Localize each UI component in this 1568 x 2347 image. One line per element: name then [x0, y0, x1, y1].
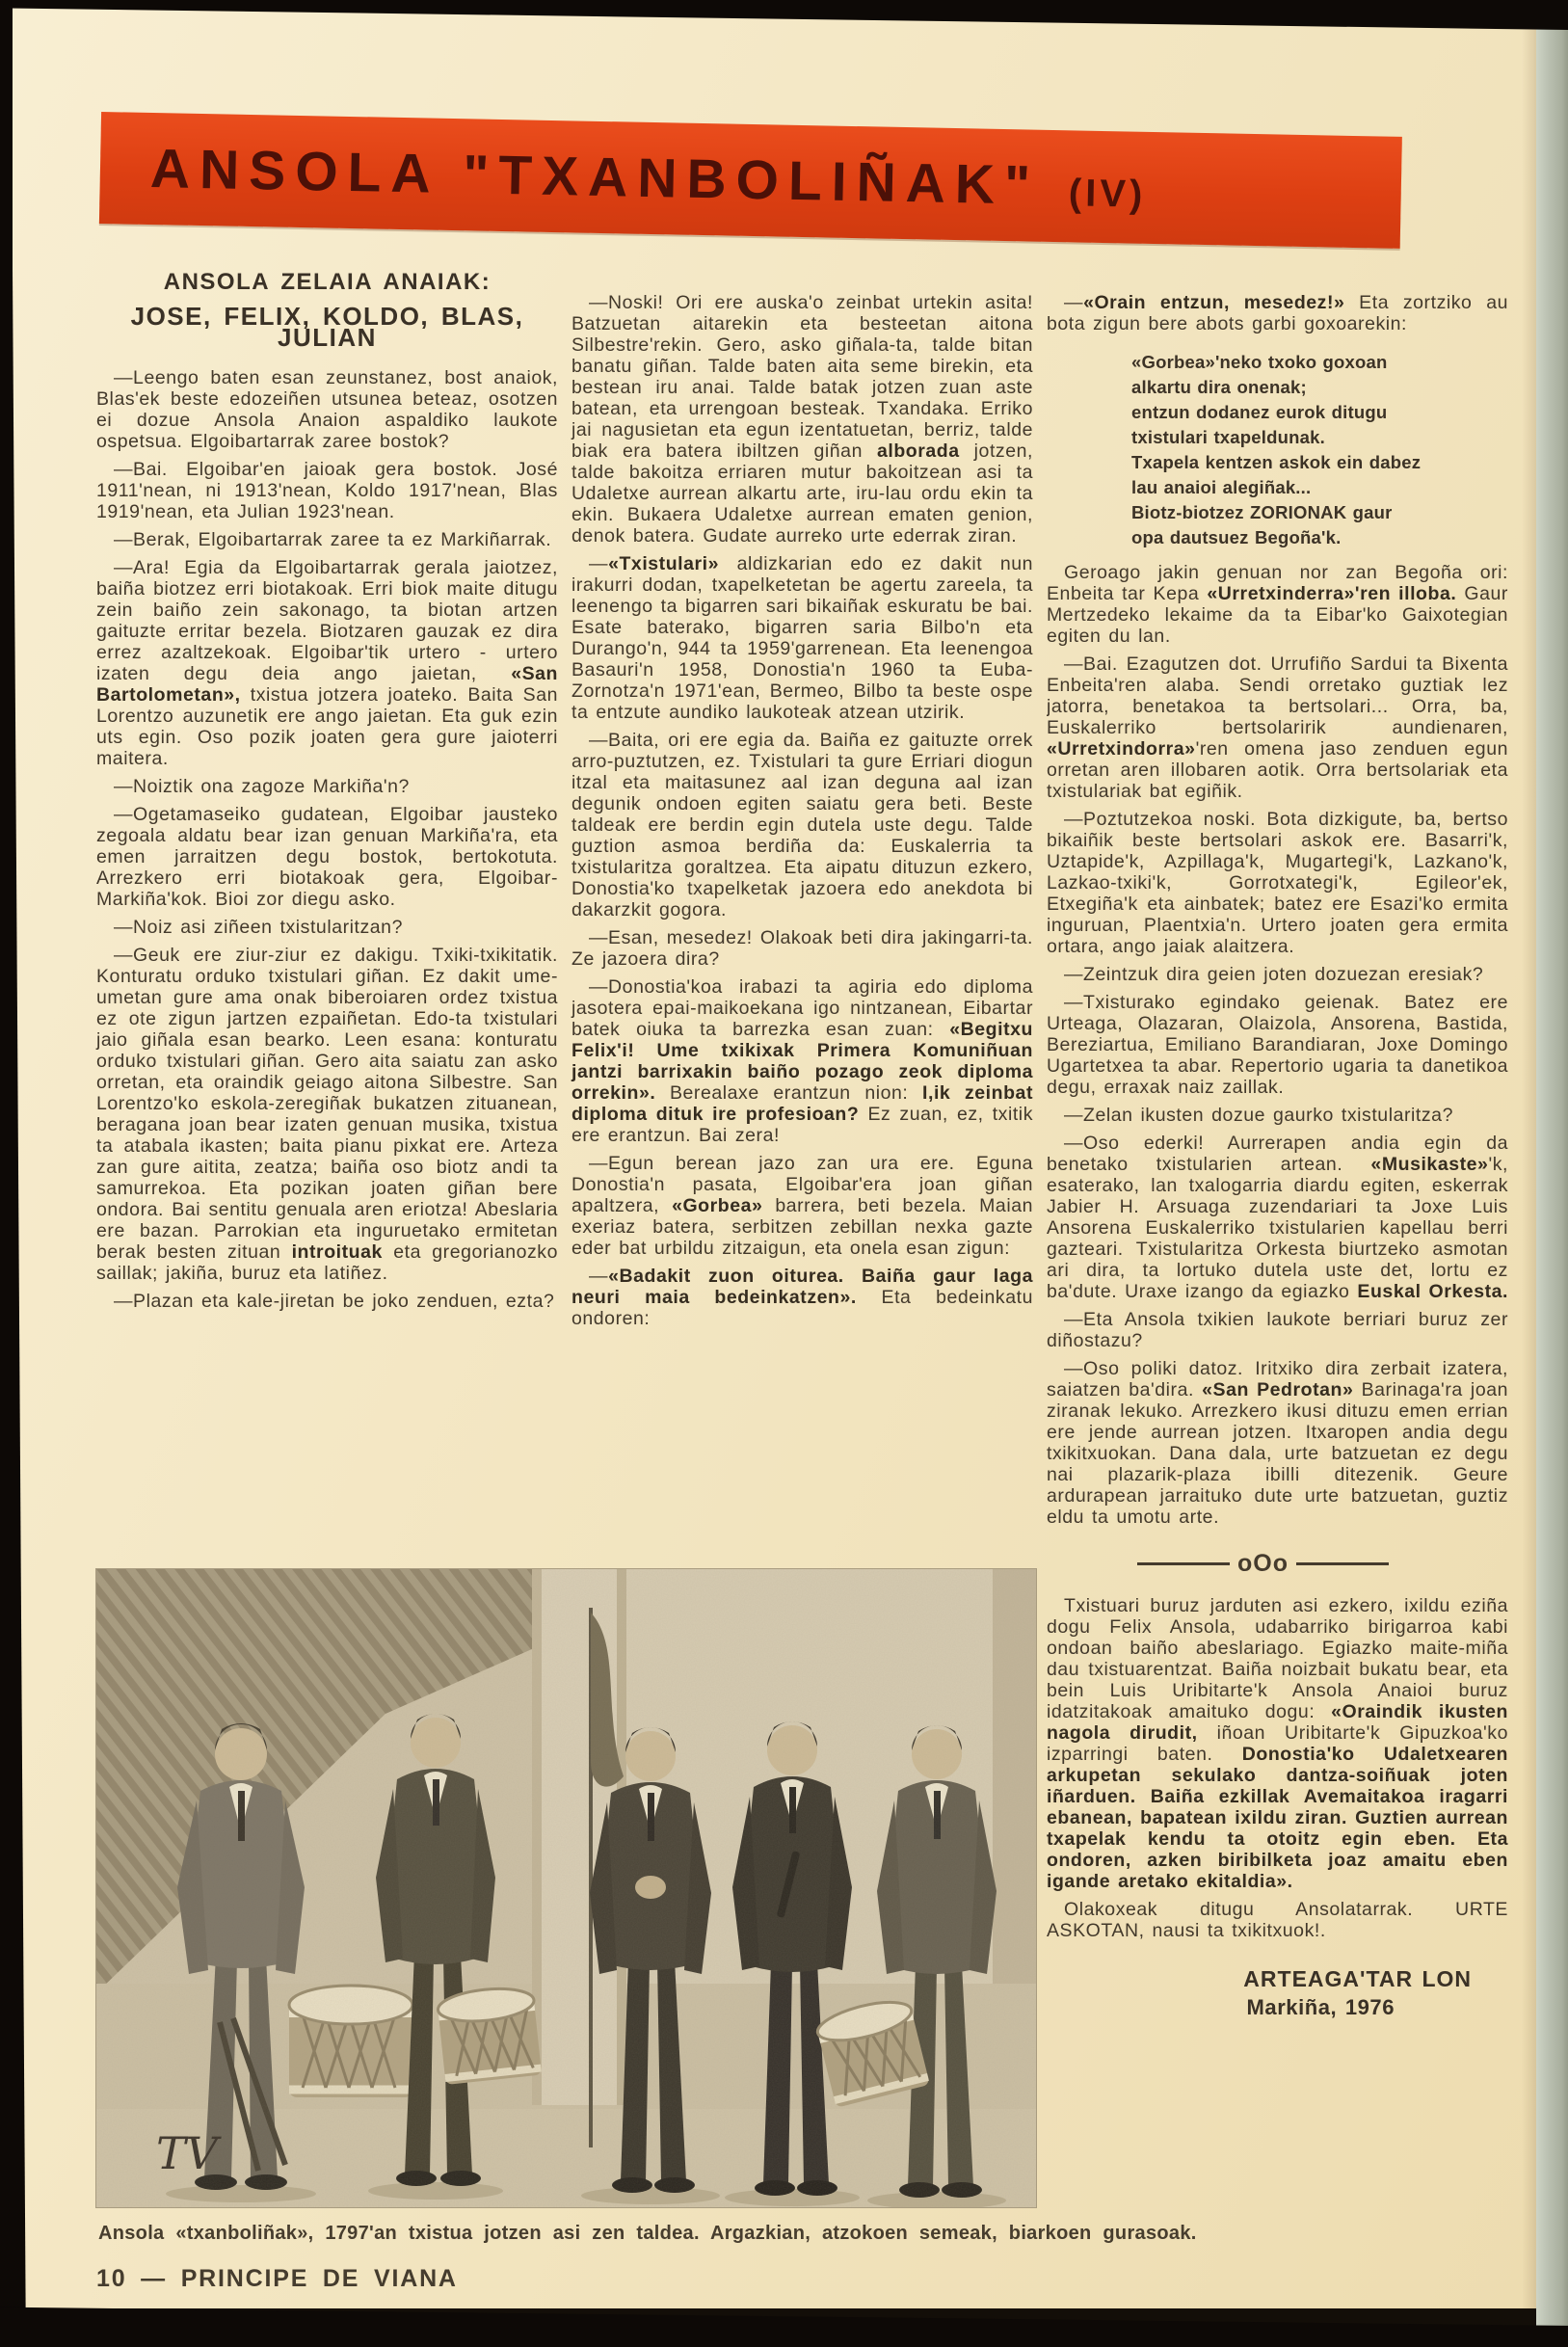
paragraph: Geroago jakin genuan nor zan Begoña ori: Enbeita tar Kepa «Urretxinderra»'ren illoba. Gaur Mertzedeko lekaime da ta Eibar'ko Gaixotegian egiten du lan. — [1047, 562, 1508, 647]
paragraph: —Noiz asi ziñeen txistularitzan? — [114, 917, 403, 938]
paragraph: —Donostia'koa irabazi ta agiria edo diploma jasotera epai-maikoekana igo nintzanean, Eibartar batek oiuka ta barrezka esan zuan: «Begitxu Felix'i! Ume txikixak Primera Komuniñuan jantzi barrixakin baiño pozago zeok diploma orrekin». Berealaxe erantzun nion: I,ik zeinbat diploma dituk ire profesioan? Ez zuan, ez, txitik ere erantzun. Bai zera! — [571, 976, 1033, 1146]
paragraph: —Bai. Elgoibar'en jaioak gera bostok. José 1911'nean, ni 1913'nean, Koldo 1917'nean, Blas 1919'nean, eta Julian 1923'nean. — [96, 459, 558, 522]
paragraph: —Plazan eta kale-jiretan be joko zenduen, ezta? — [114, 1291, 555, 1312]
paragraph: —Eta Ansola txikien laukote berriari buruz zer diñostazu? — [1047, 1309, 1508, 1351]
paragraph: —Txisturako egindako geienak. Batez ere Urteaga, Olazaran, Olaizola, Ansorena, Bastida, Bereziartua, Emiliano Barandiaran, Joxe Domingo Ugartetxea ta abar. Repertorio ugaria ta danetikoa degu, erraxak naiz zaillak. — [1047, 992, 1508, 1098]
adjacent-page-strip — [1536, 0, 1568, 2347]
paragraph: —Esan, mesedez! Olakoak beti dira jakingarri-ta. Ze jazoera dira? — [571, 927, 1033, 970]
column-left — [96, 269, 558, 1312]
paragraph: —«Orain entzun, mesedez!» Eta zortziko au bota zigun bere abots garbi goxoarekin: — [1047, 292, 1508, 334]
article-issue-number: (IV) — [1068, 171, 1147, 216]
interview-heading — [96, 269, 558, 352]
band-photo — [96, 1569, 1036, 2207]
paragraph: Olakoxeak ditugu Ansolatarrak. URTE ASKOTAN, nausi ta txikitxuok!. — [1047, 1899, 1508, 1941]
photo-caption: Ansola «txanboliñak», 1797'an txistua jotzen asi zen taldea. Argazkian, atzokoen semeak, biarkoen gurasoak. — [98, 2223, 1197, 2244]
interview-heading-line2: JOSE, FELIX, KOLDO, BLAS, JULIAN — [130, 302, 524, 352]
paragraph: —Baita, ori ere egia da. Baiña ez gaituzte orrek arro-puztutzen, ez. Txistulari ta gure Erriari diogun itzal eta maitasunez aal izan deguna aal izan degunik ondoen egiten saiatu gera beti. Beste taldeak ere berdin egin dutela uste degu. Talde guztion asmoa berdiña da: Euskalerria ta txistularitza goraltzea. Eta aipatu dituzun ezkero, Donostia'ko txapelketak jazoera edo anekdota bi dakarzkit gogora. — [571, 730, 1033, 920]
paragraph: —Bai. Ezagutzen dot. Urrufiño Sardui ta Bixenta Enbeita'ren alaba. Sendi orretako guztiak lez jatorra, benetakoa ta bertsolari... Orra, ba, Euskalerriko bertsolaririk aundienaren, «Urretxindorra»'ren omena jaso zenduen egun orretan aren illobaren aotik. Orra bertsolariak eta txistulariak bat egiñik. — [1047, 653, 1508, 802]
section-separator: oOo — [1047, 1553, 1479, 1574]
paragraph: —Noiztik ona zagoze Markiña'n? — [114, 776, 410, 797]
paragraph: —Leengo baten esan zeunstanez, bost anaiok, Blas'ek beste edozeiñen utsunea beteaz, osotzen ei dozue Ansola Anaion aspaldiko laukote ospetsua. Elgoibartarrak zaree bostok? — [96, 367, 558, 452]
paragraph: —Noski! Ori ere auska'o zeinbat urtekin asita! Batzuetan aitarekin eta besteetan aitona Silbestre'rekin. Gero, asko giñala-ta, talde bitan banatu giñan. Talde baten aita seme birekin, eta bestean iru anai. Talde batak jotzen zuan aste batean, eta urrengoan besteak. Txandaka. Erriko jai nagusietan eta egun izentatuetan, berriz, talde biak era batera ibiltzen giñan alborada jotzen, talde bakoitza erriaren mutur bakoitzean asi ta Udaletxe aurrean alkartu arte, iru-lau ordu ekin ta ekin. Bukaera Udaletxe aurrean ematen genion, denok batera. Gudate aurreko urte ederrak ziran. — [571, 292, 1033, 547]
paragraph: —«Badakit zuon oiturea. Baiña gaur laga neuri maia bedeinkatzen». Eta bedeinkatu ondoren: — [571, 1266, 1033, 1329]
photo-grain-overlay — [96, 1569, 1036, 2207]
paragraph: —Geuk ere ziur-ziur ez dakigu. Txiki-txikitatik. Konturatu orduko txistulari giñan. Ez dakit ume-umetan gure ama onak biberoiaren ordez txistua ez ote zigun jartzen ezpaiñetan. Edo-ta txistulari jaio giñala esan bearko. Leen esana: konturatu orduko txistulari giñan. Gero aita saiatu zan asko orretan, eta oraindik geiago aitona Silbestre. San Lorentzo'ko eskola-zeregiñak bukatzen zituanean, beragana joan bear izaten genuan musika, txistua ta atabala ikasten; baita pianu pixkat ere. Arteza zan gure aitita, zeatza; baiña oso biotz andi ta samurrekoa. Eta pozikan joaten giñan bere ondora. Bai sentitu genuala aren eriotza! Abeslaria ere bazan. Parrokian eta inguruetako ermitetan berak besten zituan introituak eta gregorianozko saillak; jakiña, buruz eta latiñez. — [96, 945, 558, 1284]
paragraph: Txistuari buruz jarduten asi ezkero, ixildu eziña dogu Felix Ansola, udabarriko birigarroa kabi ondoan baiño abeslariago. Egiazko maite-miña dau txistuarentzat. Baiña noizbait bukatu bear, eta bein Luis Uribitarte'k Ansola Anaioi buruz idatzitakoak amaituko dogu: «Oraindik ikusten nagola dirudit, iñoan Uribitarte'k Gipuzkoa'ko izparringi baten. Donostia'ko Udaletxearen arkupetan sekulako dantza-soiñuak joten iñarduen. Baiña ezkillak Avemaitakoa iragarri ebanean, bapatean ixildu ziran. Guztien aurrean txapelak kendu ta otoitz egin eben. Eta ondoren, azken biribilketa joaz amaitu eben igande aretako ekitaldia». — [1047, 1595, 1508, 1892]
paragraph: —Oso poliki datoz. Iritxiko dira zerbait izatera, saiatzen ba'dira. «San Pedrotan» Barinaga'ra joan ziranak lekuko. Arrezkero ikusi dituzu emen errian ere jende aurrean jotzen. Itxaropen andia degu txikitxuokan. Dana dala, urte batzuetan ez degu nai plazarik-plaza ibilli ditezenik. Geure ardurapean jarraituko dute urte batzuetan, guztiz eldu ta umotu arte. — [1047, 1358, 1508, 1528]
paragraph: —Oso ederki! Aurrerapen andia egin da benetako txistularien artean. «Musikaste»'k, esaterako, lan txalogarria diardu egiten, eskerrak Jabier H. Arsuaga zuzendariari ta Joxe Luis Ansorena Euskalerriko txistularien kapellau berri gazteari. Txistularitza Orkesta biurtzeko asmotan ari dira, ta lortuko dutela uste det, lortu ez ba'dute. Uraxe izango da egiazko Euskal Orkesta. — [1047, 1133, 1508, 1302]
paragraph: —Egun berean jazo zan ura ere. Eguna Donostia'n pasata, Elgoibar'era joan giñan apaltzera, «Gorbea» barrera, beti bezela. Maian exeriaz batera, serbitzen zebillan nexka gazte eder bat urbildu zitzaigun, eta onela esan zigun: — [571, 1153, 1034, 1259]
paragraph: —Zelan ikusten dozue gaurko txistularitza? — [1064, 1105, 1453, 1126]
author-signature: ARTEAGA'TAR LON Markiña, 1976 — [1243, 1966, 1472, 2019]
column-left-text — [96, 367, 558, 1312]
verse-block: «Gorbea»'neko txoko goxoan alkartu dira onenak; entzun dodanez eurok ditugu txistulari txapeldunak. Txapela kentzen askok ein dabez lau anaioi alegiñak... Biotz-biotzez ZORIONAK gaur opa dautsuez Begoña'k. — [1131, 352, 1422, 547]
page-footer: 10 — PRINCIPE DE VIANA — [96, 2265, 458, 2292]
paragraph: —Ogetamaseiko gudatean, Elgoibar jausteko zegoala aldatu bear izan genuan Markiña'ra, eta emen jarraitzen degu bostok, bertokotuta. Arrezkero erri biotakoak gera, Elgoibar-Markiña'kok. Bioi zor diegu asko. — [96, 804, 558, 910]
article-title: ANSOLA "TXANBOLIÑAK" — [149, 138, 1041, 217]
paragraph: —Ara! Egia da Elgoibartarrak gerala jaiotzez, baiña biotzez erri biotakoak. Erri biok maite ditugu zein baiño zein sakonago, ta biotan artzen gaituzte erritar bezela. Biotzaren gauzak ez dira errez azaltzekoak. Elgoibar'tik urtero - urtero izaten degu deia ango jaietan, «San Bartolometan», txistua jotzera joateko. Baita San Lorentzo auzunetik ere ango jaietan. Eta guk ezin uts egin. Oso pozik joaten gera gure jaioterri maitera. — [96, 557, 558, 769]
paragraph: —Berak, Elgoibartarrak zaree ta ez Markiñarrak. — [114, 529, 552, 550]
paragraph: —Zeintzuk dira geien joten dozuezan eresiak? — [1064, 964, 1484, 985]
paragraph: —Poztutzekoa noski. Bota dizkigute, ba, bertso bikaiñik beste bertsolari askok ere. Basarri'k, Uztapide'k, Azpillaga'k, Mugartegi'k, Lazkano'k, Lazkao-txiki'k, Gorrotxategi'k, Egileor'ek, Etxegiña'k eta ainbatek; batez ere Esazi'ko ermita inguruan, Plaentxia'n. Urtero joaten gera ermita ortara, ango jaiak alaitzera. — [1047, 809, 1508, 957]
interview-heading-line1: ANSOLA ZELAIA ANAIAK: — [163, 269, 492, 295]
band-photo-illustration — [96, 1569, 1036, 2207]
column-right — [1047, 272, 1508, 2223]
column-middle — [571, 272, 1033, 1329]
scan-border-bottom — [0, 2303, 1568, 2347]
paragraph: —«Txistulari» aldizkarian edo ez dakit nun irakurri dodan, txapelketetan be agertu zareela, ta leenengo ta bigarren sari bikaiñak eskuratu be bai. Esate baterako, bigarren saria Bilbo'n eta Durango'n, 944 ta 1959'garrenean. Eta leenengoa Basauri'n 1958, Donostia'n 1960 ta Euba-Zornotza'n 1971'ean, Bermeo, Bilbo ta beste ospe ta entzute aundiko laukoteak atzean utzirik. — [571, 553, 1033, 723]
